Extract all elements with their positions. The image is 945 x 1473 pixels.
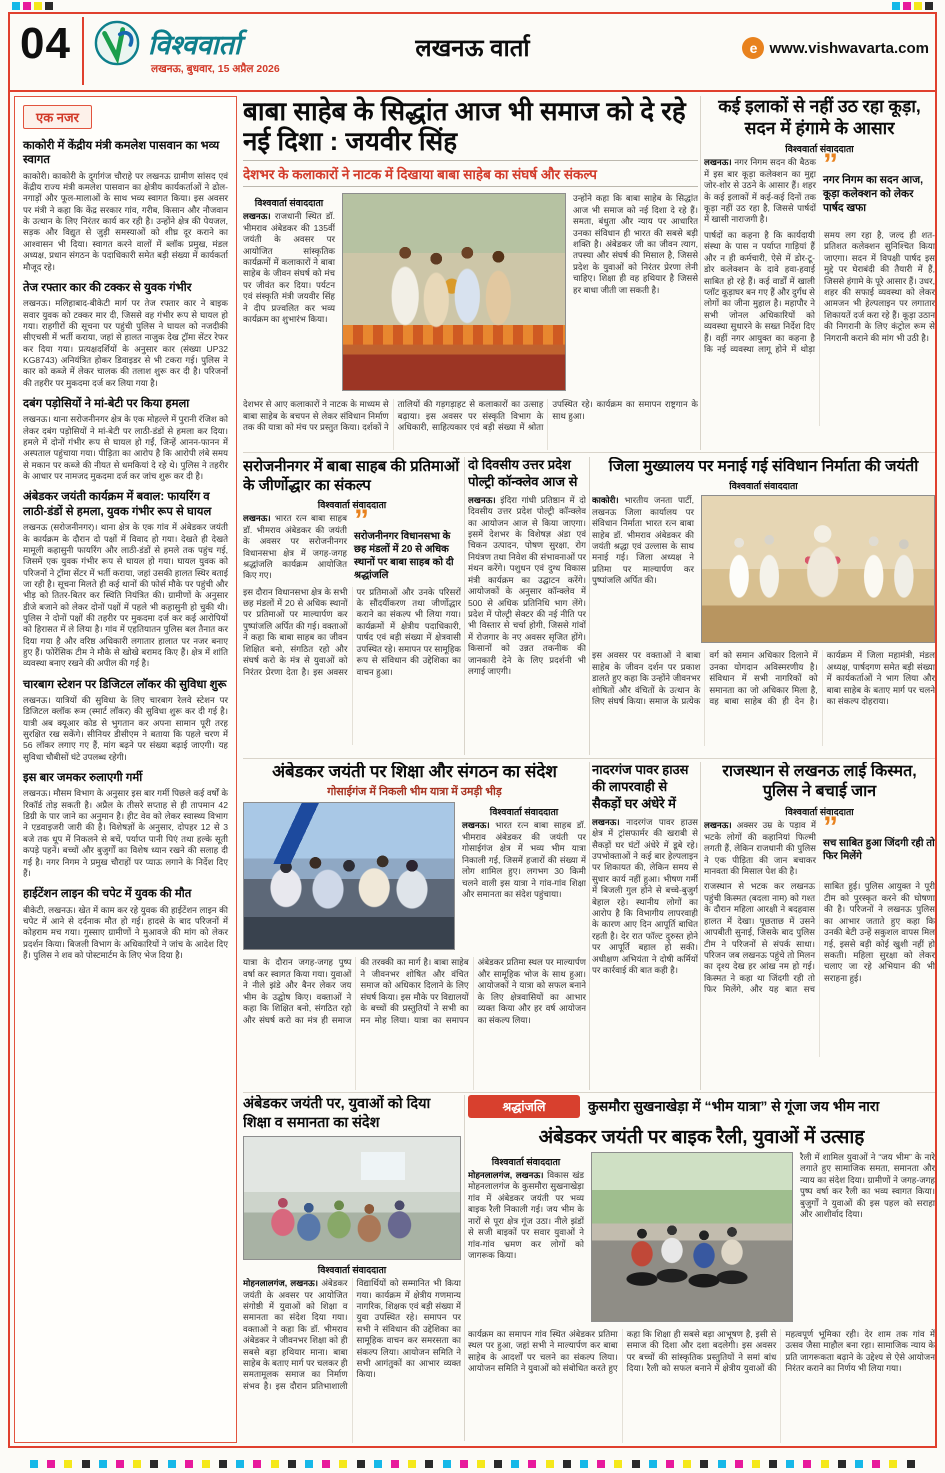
brief-body: लखनऊ। यात्रियों की सुविधा के लिए चारबाग रेलवे स्टेशन पर डिजिटल क्लॉक रूम (स्मार्ट लॉकर) की सुविधा शुरू कर दी गई है। यात्री अब क्यूआर कोड से भुगतान कर अपना सामान पूरी तरह सुरक्षित रख सकेंगे। सीनियर डीसीएम ने बताया कि पहले चरण में 56 लॉकर लगाए गए हैं, मांग बढ़ने पर संख्या बढ़ाई जाएगी। यह सुविधा चौबीसों घंटे उपलब्ध रहेगी। [23, 695, 228, 762]
headline: दो दिवसीय उत्तर प्रदेश पोल्ट्री कॉन्क्लेव आज से [468, 457, 578, 489]
article-paragraph: नादरगंज पावर हाउस क्षेत्र में ट्रांसफार्मर की खराबी से सैकड़ों घर घंटों अंधेरे में डूबे रहे। उपभोक्ताओं ने कई बार हेल्पलाइन पर शिकायत की, लेकिन समय से सुधार कार्य नहीं हुआ। भीषण गर्मी में बिजली गुल होने से बच्चे-बुजुर्ग बेहाल रहे। स्थानीय लोगों का आरोप है कि विभागीय लापरवाही के कारण आए दिन आपूर्ति बाधित रहती है। देर रात फॉल्ट दुरुस्त होने पर आपूर्ति बहाल हो सकी। अधीक्षण अभियंता ने दोषी कर्मियों पर कार्रवाई की बात कही है। [592, 816, 698, 976]
article-text: इस दौरान विधानसभा क्षेत्र के सभी छह मंडलों में 20 से अधिक स्थानों पर प्रतिमाओं पर माल्यार्पण कर पुष्पांजलि अर्पित की गई। वक्ताओं ने कहा कि बाबा साहब का जीवन शिक्षित बनो, संगठित रहो और संघर्ष करो के मंत्र से युवाओं को निरंतर प्रेरणा देता है। इस अवसर पर प्रतिमाओं और उनके परिसरों के सौंदर्यीकरण तथा जीर्णोद्धार कराने का संकल्प भी लिया गया। कार्यक्रमों में क्षेत्रीय पदाधिकारी, पार्षद एवं बड़ी संख्या में क्षेत्रवासी उपस्थित रहे। समापन पर सामूहिक रूप से संविधान की उद्देशिका का वाचन हुआ। [243, 586, 461, 677]
bheem-yatra-strip-headline: कुसमौरा सुखनाखेड़ा में “भीम यात्रा” से गूंजा जय भीम नारा [588, 1098, 880, 1115]
byline: विश्ववार्ता संवाददाता [491, 1157, 561, 1167]
sub-headline: गोसाईगंज में निकली भीम यात्रा में उमड़ी भीड़ [327, 786, 502, 799]
brief-title: अंबेडकर जयंती कार्यक्रम में बवाल: फायरिंग व लाठी-डंडों से हमला, युवक गंभीर रूप से घायल [23, 491, 212, 518]
district-hq-story [592, 457, 935, 755]
dateline: मोहनलालगंज, लखनऊ। [243, 1278, 319, 1289]
article-paragraph: भारतीय जनता पार्टी, लखनऊ जिला कार्यालय पर संविधान निर्माता भारत रत्न बाबा साहेब डॉ. भीमराव अंबेडकर की जयंती श्रद्धा एवं उल्लास के साथ मनाई गई। जिला अध्यक्ष ने प्रतिमा पर माल्यार्पण कर पुष्पांजलि अर्पित की। [592, 495, 694, 586]
article-text [468, 495, 586, 678]
header-divider [8, 90, 937, 92]
intro-row [243, 513, 461, 582]
brief-body: लखनऊ। मौसम विभाग के अनुसार इस बार गर्मी पिछले कई वर्षों के रिकॉर्ड तोड़ सकती है। अप्रैल के तीसरे सप्ताह से ही तापमान 42 डिग्री के पार जाने का अनुमान है। हीट वेव को लेकर स्वास्थ्य विभाग ने एडवाइजरी जारी की है। विशेषज्ञों के अनुसार, दोपहर 12 से 3 बजे तक धूप में निकलने से बचें, पर्याप्त पानी पिएं तथा हल्के सूती कपड़े पहनें। बच्चों और बुजुर्गों का विशेष ध्यान रखने की सलाह दी गई है। नगर निगम ने प्रमुख चौराहों पर प्याऊ लगाने के निर्देश दिए हैं। [23, 788, 228, 878]
brief-title: इस बार जमकर रुलाएगी गर्मी [23, 772, 143, 785]
article-paragraph: नगर निगम सदन की बैठक में इस बार कूड़ा कलेक्शन का मुद्दा जोर-शोर से उठने के आसार हैं। शहर के कई इलाकों में कई-कई दिनों तक कूड़ा नहीं उठ रहा है, जिससे पार्षदों में खासी नाराजगी है। [704, 157, 816, 225]
lead-headline: बाबा साहेब के सिद्धांत आज भी समाज को दे रहे नई दिशा : जयवीर सिंह [243, 96, 686, 157]
column-rule [464, 457, 465, 755]
article-text: देशभर से आए कलाकारों ने नाटक के माध्यम से बाबा साहेब के बचपन से लेकर संविधान निर्माण तक की यात्रा को मंच पर प्रस्तुत किया। दर्शकों ने तालियों की गड़गड़ाहट से कलाकारों का उत्साह बढ़ाया। इस अवसर पर संस्कृति विभाग के अधिकारी, साहित्यकार एवं बड़ी संख्या में श्रोता उपस्थित रहे। कार्यक्रम का समापन राष्ट्रगान के साथ हुआ। [243, 399, 698, 433]
quote-icon [354, 513, 461, 530]
bike-rally-photo [591, 1152, 793, 1322]
column-rule [589, 762, 590, 1090]
page-header [12, 13, 933, 89]
brief-title: तेज रफ्तार कार की टक्कर से युवक गंभीर [23, 281, 192, 294]
sarojini-story [243, 457, 461, 755]
pull-quote-text: सरोजनीनगर विधानसभा के छह मंडलों में 20 से अधिक स्थानों पर बाबा साहब को दी श्रद्धांजलि [354, 530, 454, 582]
section-rule [243, 758, 935, 759]
byline: विश्ववार्ता संवाददाता [317, 500, 387, 511]
section-rule [243, 452, 935, 453]
brief-item [23, 771, 228, 879]
headline: सरोजनीनगर में बाबा साहब की प्रतिमाओं के जीर्णोद्धार का संकल्प [243, 458, 460, 495]
dateline: लखनऊ। [462, 820, 490, 831]
seminar-photo [243, 1136, 461, 1260]
article-paragraph: अंबेडकर जयंती के अवसर पर आयोजित संगोष्ठी में युवाओं को शिक्षा व समानता का संदेश दिया गया। वक्ताओं ने कहा कि डॉ. भीमराव अंबेडकर ने जीवनभर शिक्षा को ही सबसे बड़ा हथियार माना। बाबा साहेब के बताए मार्ग पर चलकर ही समतामूलक समाज का निर्माण संभव है। इस दौरान प्रतिभाशाली विद्यार्थियों को सम्मानित भी किया गया। कार्यक्रम में क्षेत्रीय गणमान्य नागरिक, शिक्षक एवं बड़ी संख्या में युवा उपस्थित रहे। समापन पर सभी ने संविधान की उद्देशिका का सामूहिक वाचन कर समरसता का संकल्प लिया। आयोजन समिति ने सभी आगंतुकों का आभार व्यक्त किया। [243, 1278, 461, 1391]
lead-subhead: देशभर के कलाकारों ने नाटक में दिखाया बाबा साहेब का संघर्ष और संकल्प [243, 160, 698, 187]
dateline: लखनऊ। [704, 820, 732, 831]
website-url[interactable]: www.vishwavarta.com [769, 39, 929, 57]
right-column [800, 1152, 935, 1324]
left-column [468, 1152, 584, 1324]
registration-marks-bottom [30, 1460, 915, 1469]
lead-story [243, 96, 698, 450]
brief-item [23, 490, 228, 669]
rally-headline: अंबेडकर जयंती पर बाइक रैली, युवाओं में उत्साह [538, 1127, 865, 1148]
column-rule [700, 96, 701, 450]
headline: कई इलाकों से नहीं उठ रहा कूड़ा, सदन में हंगामे के आसार [718, 96, 921, 138]
headline: राजस्थान से लखनऊ लाई किस्मत, पुलिस ने बचाई जान [722, 763, 917, 801]
article-text [704, 820, 816, 877]
article-text [243, 211, 335, 325]
masthead-brand: विश्ववार्ता [148, 30, 241, 60]
intro-row [704, 820, 935, 877]
byline: विश्ववार्ता संवाददाता [254, 198, 324, 209]
tribute-label: श्रद्धांजलि [468, 1095, 580, 1118]
article-text [468, 1170, 584, 1261]
article-text [592, 817, 698, 977]
body-row [243, 802, 586, 952]
brief-body: लखनऊ। थाना सरोजनीनगर क्षेत्र के एक मोहल्ले में पुरानी रंजिश को लेकर दबंग पड़ोसियों ने मां-बेटी पर लाठी-डंडों से हमला कर दिया। हमले में दोनों गंभीर रूप से घायल हो गईं, जिन्हें आनन-फानन में अस्पताल पहुंचाया गया। पीड़िता का आरोप है कि आरोपी लंबे समय से मकान पर कब्जे की नीयत से धमकियां दे रहे थे। पुलिस ने तहरीर के आधार पर नामजद मुकदमा दर्ज कर जांच शुरू कर दी है। [23, 414, 228, 482]
bheem-yatra-photo [243, 802, 455, 950]
article-paragraph: राजधानी स्थित डॉ. भीमराव अंबेडकर की 135वीं जयंती के अवसर पर आयोजित सांस्कृतिक कार्यक्रमों में कलाकारों ने बाबा साहेब के जीवन संघर्ष को मंच पर जीवंत कर दिया। पर्यटन एवं संस्कृति मंत्री जयवीर सिंह ने दीप प्रज्वलित कर भव्य कार्यक्रम का शुभारंभ किया। [243, 211, 335, 325]
article-text [704, 157, 816, 226]
article-text [243, 513, 347, 582]
right-column [462, 802, 586, 952]
registration-marks-top-left [12, 2, 53, 10]
quote-icon [823, 820, 935, 837]
byline: विश्ववार्ता संवाददाता [785, 807, 854, 818]
lead-photo [342, 193, 566, 391]
dateline: लखनऊ। [704, 157, 732, 168]
pull-quote-text: नगर निगम का सदन आज, कूड़ा कलेक्शन को लेकर पार्षद खफा [823, 173, 924, 214]
column-rule [464, 1095, 465, 1441]
brief-item [23, 139, 228, 273]
brief-item [23, 887, 228, 961]
article-text: राजस्थान से भटक कर लखनऊ पहुंची किस्मत (बदला नाम) को गश्त के दौरान महिला आरक्षी ने बदहवास हालत में देखा। पूछताछ में उसने आपबीती सुनाई, जिसके बाद पुलिस टीम ने परिजनों से संपर्क साधा। परिजन जब लखनऊ पहुंचे तो मिलन का दृश्य देख हर आंख नम हो गई। किस्मत ने कहा था जिंदगी रही तो फिर मिलेंगे, और यह बात सच साबित हुई। पुलिस आयुक्त ने पूरी टीम को पुरस्कृत करने की घोषणा की है। परिजनों ने लखनऊ पुलिस का आभार जताते हुए कहा कि उनकी बेटी उन्हें सकुशल वापस मिल गई, इससे बड़ी कोई खुशी नहीं हो सकती। महिला सुरक्षा को लेकर चलाए जा रहे अभियान की भी सराहना हुई। [704, 881, 935, 995]
quote-icon [823, 157, 935, 174]
lead-right-column [573, 193, 698, 393]
one-glance-label: एक नजर [23, 105, 92, 129]
article-text [462, 820, 586, 900]
article-paragraph: विकास खंड मोहनलालगंज के कुसमौरा सुखनाखेड़ा गांव में अंबेडकर जयंती पर भव्य बाइक रैली निकाली गई। जय भीम के नारों से पूरा क्षेत्र गूंज उठा। नीले झंडों से सजी बाइकों पर सवार युवाओं ने गांव-गांव भ्रमण कर लोगों को जागरूक किया। [468, 1170, 584, 1260]
column-rule [700, 762, 701, 1090]
brief-title: दबंग पड़ोसियों ने मां-बेटी पर किया हमला [23, 397, 190, 410]
lead-left-column [243, 193, 335, 393]
article-text: यात्रा के दौरान जगह-जगह पुष्प वर्षा कर स्वागत किया गया। युवाओं ने नीले झंडे और बैनर लेकर जय भीम के उद्घोष किए। वक्ताओं ने कहा कि शिक्षित बनो, संगठित रहो और संघर्ष करो का मंत्र ही समाज की तरक्की का मार्ग है। बाबा साहेब ने जीवनभर शोषित और वंचित समाज को अधिकार दिलाने के लिए संघर्ष किया। इस मौके पर विद्यालयों के बच्चों की प्रस्तुतियों ने सभी का मन मोह लिया। यात्रा का समापन अंबेडकर प्रतिमा स्थल पर माल्यार्पण और सामूहिक भोज के साथ हुआ। आयोजकों ने यात्रा को सफल बनाने के लिए क्षेत्रवासियों का आभार व्यक्त किया और हर वर्ष आयोजन का संकल्प लिया। [243, 957, 586, 1025]
dateline: लखनऊ। [243, 513, 271, 524]
dateline: लखनऊ। [243, 211, 271, 222]
article-paragraph: इंदिरा गांधी प्रतिष्ठान में दो दिवसीय उत्तर प्रदेश पोल्ट्री कॉन्क्लेव का आयोजन आज से किया जाएगा। इसमें देशभर के विशेषज्ञ अंडा एवं चिकन उत्पादन, पोषण सुरक्षा, रोग नियंत्रण तथा निवेश की संभावनाओं पर मंथन करेंगे। पशुधन एवं दुग्ध विकास मंत्री कार्यक्रम का उद्घाटन करेंगे। आयोजकों के अनुसार कॉन्क्लेव में 500 से अधिक प्रतिनिधि भाग लेंगे। प्रदेश में पोल्ट्री सेक्टर की नई नीति पर भी विस्तार से चर्चा होगी, जिससे गांवों में रोजगार के नए अवसर सृजित होंगे। किसानों को उन्नत तकनीक की जानकारी देने के लिए प्रदर्शनी भी लगाई जाएगी। [468, 494, 586, 677]
lead-body-row [243, 193, 698, 393]
body-row [468, 1152, 935, 1324]
headline: नादरगंज पावर हाउस की लापरवाही से सैकड़ों घर अंधेरे में [592, 762, 689, 811]
garbage-story [704, 96, 935, 450]
byline: विश्ववार्ता संवाददाता [785, 144, 854, 155]
masthead-dateline: लखनऊ, बुधवार, 15 अप्रैल 2026 [151, 63, 280, 75]
brief-title: हाईटेंशन लाइन की चपेट में युवक की मौत [23, 888, 192, 901]
masthead-logo-icon [94, 20, 140, 66]
pull-quote-text: सच साबित हुआ जिंदगी रही तो फिर मिलेंगे [823, 837, 935, 863]
article-text: रैली में शामिल युवाओं ने “जय भीम” के नारे लगाते हुए सामाजिक समता, समानता और न्याय का संदेश दिया। ग्रामीणों ने जगह-जगह पुष्प वर्षा कर रैली का भव्य स्वागत किया। बुजुर्गों ने युवाओं की इस पहल को सराहा और आशीर्वाद दिया। [800, 1152, 935, 1220]
section-title: लखनऊ वार्ता [415, 35, 530, 62]
strip-row [468, 1095, 935, 1118]
brief-body: काकोरी। काकोरी के दुर्गागंज चौराहे पर लखनऊ ग्रामीण सांसद एवं केंद्रीय राज्य मंत्री कमलेश पासवान का क्षेत्रीय कार्यकर्ताओं ने ढोल-नगाड़ों और फूल-मालाओं के साथ भव्य स्वागत किया। इस अवसर पर मंत्री ने कहा कि केंद्र सरकार गांव, गरीब, किसान और नौजवान के उत्थान के लिए निरंतर कार्य कर रही है। उन्होंने क्षेत्र की पेयजल, सड़क और विद्युत से जुड़ी समस्याओं को शीघ्र दूर कराने का आश्वासन भी दिया। स्वागत करने वालों में ब्लॉक प्रमुख, मंडल अध्यक्ष, प्रधान संगठन के पदाधिकारी समेत बड़ी संख्या में कार्यकर्ता मौजूद रहे। [23, 170, 228, 272]
one-glance-column [14, 96, 237, 1443]
education-message-story [243, 762, 586, 1090]
pull-quote [354, 513, 461, 582]
byline: विश्ववार्ता संवाददाता [317, 1265, 387, 1276]
brief-item [23, 678, 228, 763]
e-badge-icon: e [742, 37, 764, 59]
bike-rally-block [468, 1095, 935, 1443]
byline: विश्ववार्ता संवाददाता [489, 807, 559, 818]
article-text: उन्होंने कहा कि बाबा साहेब के सिद्धांत आज भी समाज को नई दिशा दे रहे हैं। समता, बंधुता और न्याय पर आधारित उनका संविधान ही भारत की सबसे बड़ी शक्ति है। अंबेडकर जी का जीवन त्याग, तपस्या और संघर्ष की मिसाल है, जिससे प्रदेश के युवाओं को निरंतर प्रेरणा लेनी चाहिए। शिक्षा ही वह हथियार है जिससे हर बाधा जीती जा सकती है। [573, 193, 698, 295]
section-rule [243, 1092, 935, 1093]
poultry-story [468, 457, 586, 755]
brief-item [23, 281, 228, 389]
brief-body: बीकेटी, लखनऊ। खेत में काम कर रहे युवक की हाईटेंशन लाइन की चपेट में आने से दर्दनाक मौत हो गई। हादसे के बाद परिजनों में कोहराम मच गया। गुस्साए ग्रामीणों ने मुआवजे की मांग को लेकर प्रदर्शन किया। बिजली विभाग के अधिकारियों ने जांच के आदेश दिए हैं। पुलिस ने शव को पोस्टमार्टम के लिए भेज दिया है। [23, 904, 228, 960]
headline: जिला मुख्यालय पर मनाई गई संविधान निर्माता की जयंती [608, 458, 919, 475]
rajasthan-rescue-story [704, 762, 935, 1090]
column-rule [589, 457, 590, 755]
body-row [592, 495, 935, 645]
article-text: इस अवसर पर वक्ताओं ने बाबा साहेब के जीवन दर्शन पर प्रकाश डालते हुए कहा कि उन्होंने जीवनभर शोषितों और वंचितों के उत्थान के लिए संघर्ष किया। समाज के प्रत्येक वर्ग को समान अधिकार दिलाने में उनका योगदान अविस्मरणीय है। संविधान में सभी नागरिकों को समानता का जो अधिकार मिला है, वह बाबा साहेब की ही देन है। कार्यक्रम में जिला महामंत्री, मंडल अध्यक्ष, पार्षदगण समेत बड़ी संख्या में कार्यकर्ताओं ने भाग लिया और बाबा साहेब के बताए मार्ग पर चलने का संकल्प दोहराया। [592, 650, 935, 707]
page-number: 04 [20, 19, 71, 68]
pull-quote [823, 157, 935, 226]
dateline: मोहनलालगंज, लखनऊ। [468, 1170, 544, 1180]
article-text: कार्यक्रम का समापन गांव स्थित अंबेडकर प्रतिमा स्थल पर हुआ, जहां सभी ने माल्यार्पण कर बाबा साहेब के आदर्शों पर चलने का संकल्प लिया। आयोजन समिति ने युवाओं को संबोधित करते हुए कहा कि शिक्षा ही सबसे बड़ा आभूषण है, इसी से समाज की दिशा और दशा बदलेगी। इस अवसर पर बच्चों की सांस्कृतिक प्रस्तुतियों ने समां बांध दिया। रैली को सफल बनाने में क्षेत्रीय युवाओं की महत्वपूर्ण भूमिका रही। देर शाम तक गांव में उत्सव जैसा माहौल बना रहा। सामाजिक न्याय के प्रति जागरूकता बढ़ाने के उद्देश्य से ऐसे आयोजन निरंतर कराने का निर्णय भी लिया गया। [468, 1329, 935, 1374]
article-paragraph: भारत रत्न बाबा साहब डॉ. भीमराव अंबेडकर की जयंती के अवसर पर सरोजनीनगर विधानसभा क्षेत्र में जगह-जगह श्रद्धांजलि कार्यक्रम आयोजित किए गए। [243, 513, 347, 581]
brief-body: लखनऊ। मलिहाबाद-बीकेटी मार्ग पर तेज रफ्तार कार ने बाइक सवार युवक को टक्कर मार दी, जिससे वह गंभीर रूप से घायल हो गया। राहगीरों की सूचना पर पहुंची पुलिस ने घायल को नजदीकी सीएचसी में भर्ती कराया, जहां से हालत नाजुक देख ट्रॉमा सेंटर रेफर कर दिया गया। प्रत्यक्षदर्शियों के अनुसार कार (संख्या UP32 KG8743) अनियंत्रित होकर डिवाइडर से भी टकरा गई। पुलिस ने कार को कब्जे में लेकर चालक की तलाश शुरू कर दी है। परिजनों की तहरीर पर मुकदमा दर्ज कर लिया गया है। [23, 298, 228, 388]
power-house-story [592, 762, 698, 1090]
headline: अंबेडकर जयंती पर शिक्षा और संगठन का संदेश [272, 762, 557, 781]
brief-title: चारबाग स्टेशन पर डिजिटल लॉकर की सुविधा शुरू [23, 678, 227, 691]
website-group [742, 37, 929, 59]
brief-body: लखनऊ (सरोजनीनगर)। थाना क्षेत्र के एक गांव में अंबेडकर जयंती के कार्यक्रम के दौरान दो पक्षों में विवाद हो गया। देखते ही देखते मामूली कहासुनी फायरिंग और लाठी-डंडों से हमले तक पहुंच गई, जिसमें एक युवक गंभीर रूप से घायल हो गया। घायल युवक को परिजनों ने ट्रॉमा सेंटर में भर्ती कराया, जहां उसकी हालत स्थिर बताई जा रही है। सूचना मिलते ही कई थानों की फोर्स मौके पर पहुंची और भीड़ को तितर-बितर कर स्थिति नियंत्रित की। ग्रामीणों के अनुसार डीजे बजाने को लेकर दोनों पक्षों में पहले भी कहासुनी हो चुकी थी। पुलिस ने दोनों पक्षों की तहरीर पर मुकदमा दर्ज कर कई आरोपियों को हिरासत में ले लिया है। गांव में एहतियातन पुलिस बल तैनात कर दिया गया है और वरिष्ठ अधिकारी लगातार हालात पर नजर बनाए हुए हैं। फोरेंसिक टीम ने मौके से खोखे बरामद किए हैं। क्षेत्र में शांति व्यवस्था बनाए रखने की अपील की गई है। [23, 522, 228, 669]
article-text: पार्षदों का कहना है कि कार्यदायी संस्था के पास न पर्याप्त गाड़ियां हैं और न ही कर्मचारी, ऐसे में डोर-टू-डोर कलेक्शन के दावे हवा-हवाई साबित हो रहे हैं। कई वार्डों में खाली प्लॉट कूड़ाघर बन गए हैं और दुर्गंध से लोगों का जीना मुहाल है। महापौर ने सभी जोनल अधिकारियों को व्यवस्था सुधारने के सख्त निर्देश दिए हैं। वहीं नगर आयुक्त का कहना है कि नई व्यवस्था लागू होने में थोड़ा समय लग रहा है, जल्द ही शत-प्रतिशत कलेक्शन सुनिश्चित किया जाएगा। सदन में विपक्षी पार्षद इस मुद्दे पर घेराबंदी की तैयारी में हैं, जिससे हंगामे के पूरे आसार हैं। उधर, शहर की सफाई व्यवस्था को लेकर आमजन भी हेल्पलाइन पर लगातार शिकायतें दर्ज करा रहे हैं। कूड़ा उठान की निगरानी के लिए कंट्रोल रूम से निगरानी कराने की मांग भी उठी है। [704, 229, 935, 355]
district-celebration-photo [701, 495, 935, 643]
article-paragraph: भारत रत्न बाबा साहब डॉ. भीमराव अंबेडकर की जयंती पर गोसाईगंज क्षेत्र में भव्य भीम यात्रा निकाली गई, जिसमें हजारों की संख्या में लोग शामिल हुए। लगभग 30 किमी चलने वाली इस यात्रा ने गांव-गांव शिक्षा और समानता का संदेश पहुंचाया। [462, 820, 586, 899]
page-number-divider [82, 17, 84, 85]
article-paragraph: अक्सर उम्र के पड़ाव में भटके लोगों की कहानियां फिल्मी लगती हैं, लेकिन राजधानी की पुलिस ने एक पीड़िता की जान बचाकर मानवता की मिसाल पेश की है। [704, 820, 816, 876]
byline: विश्ववार्ता संवाददाता [729, 481, 798, 492]
article-text [243, 1278, 461, 1443]
headline: अंबेडकर जयंती पर, युवाओं को दिया शिक्षा व समानता का संदेश [243, 1096, 431, 1131]
youth-message-story [243, 1095, 461, 1443]
registration-marks-top-right [892, 2, 933, 10]
dateline: लखनऊ। [468, 494, 496, 505]
pull-quote [823, 820, 935, 877]
brief-title: काकोरी में केंद्रीय मंत्री कमलेश पासवान का भव्य स्वागत [23, 140, 220, 167]
dateline: काकोरी। [592, 495, 619, 506]
dateline: लखनऊ। [592, 816, 620, 827]
intro-row [704, 157, 935, 226]
brief-item [23, 397, 228, 482]
article-text [592, 495, 694, 645]
